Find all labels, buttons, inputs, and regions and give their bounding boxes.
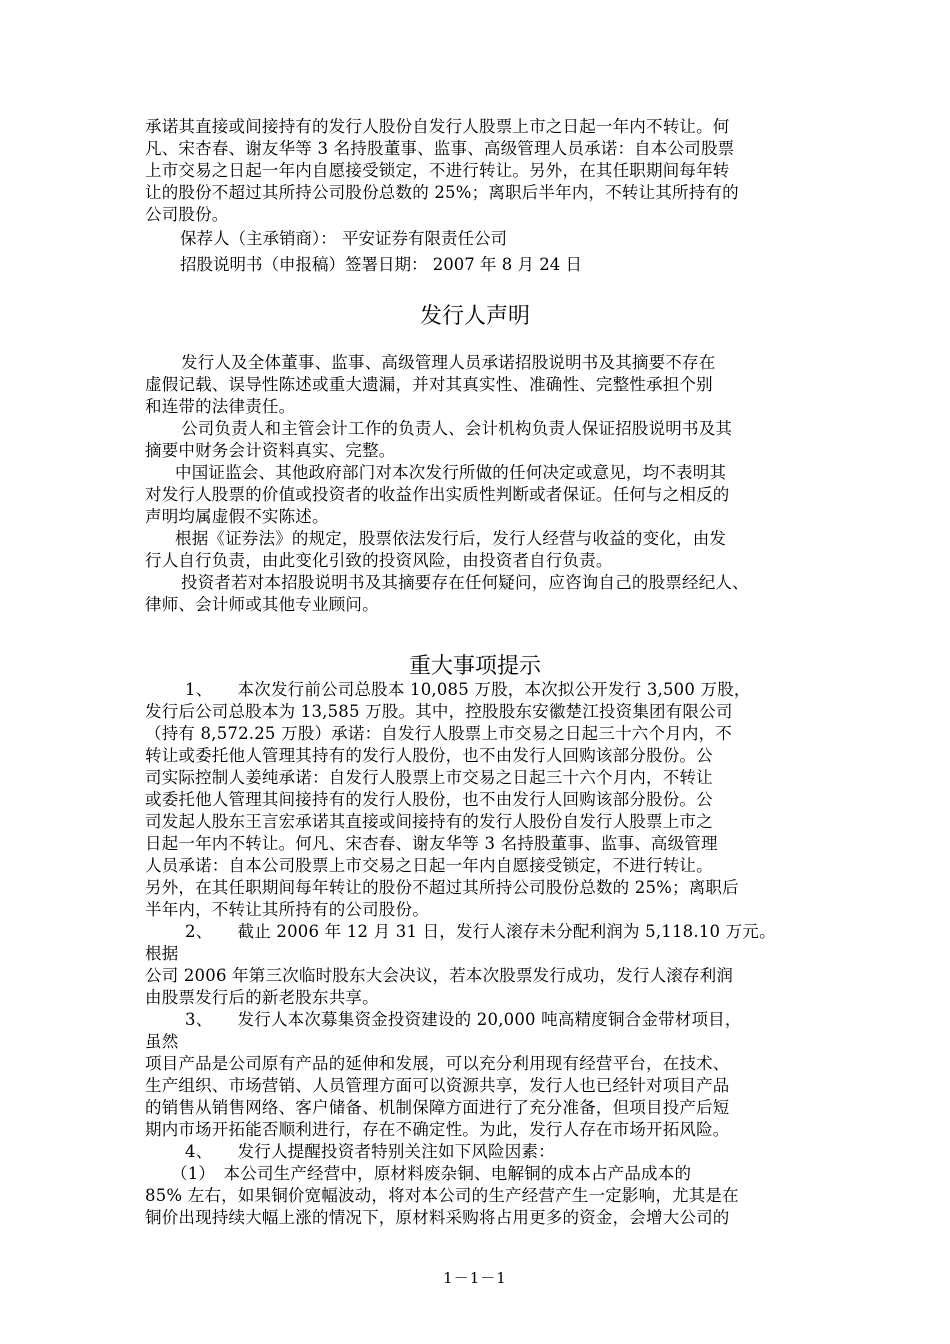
text-line: 3、 发行人本次募集资金投资建设的 20,000 吨高精度铜合金带材项目， xyxy=(185,1010,742,1029)
sponsor-label: 保荐人（主承销商）： xyxy=(180,229,337,248)
text-line: 半年内，不转让其所持有的公司股份。 xyxy=(145,900,429,919)
text-line: 承诺其直接或间接持有的发行人股份自发行人股票上市之日起一年内不转让。何 xyxy=(145,117,730,136)
text-line: 声明均属虚假不实陈述。 xyxy=(145,507,329,526)
text-line: 项目产品是公司原有产品的延伸和发展，可以充分利用现有经营平台，在技术、 xyxy=(145,1054,730,1073)
text-line: 由股票发行后的新老股东共享。 xyxy=(145,988,379,1007)
text-line: 让的股份不超过其所持公司股份总数的 25%；离职后半年内，不转让其所持有的 xyxy=(145,183,739,202)
text-line: 公司负责人和主管会计工作的负责人、会计机构负责人保证招股说明书及其 xyxy=(181,419,733,438)
text-line: 人员承诺：自本公司股票上市交易之日起一年内自愿接受锁定，不进行转让。 xyxy=(145,856,713,875)
text-line: 另外，在其任职期间每年转让的股份不超过其所持公司股份总数的 25%；离职后 xyxy=(145,878,739,897)
major-items-title: 重大事项提示 xyxy=(408,654,541,679)
text-line: 生产组织、市场营销、人员管理方面可以资源共享，发行人也已经针对项目产品 xyxy=(145,1076,730,1095)
text-line: 上市交易之日起一年内自愿接受锁定，不进行转让。另外，在其任职期间每年转 xyxy=(145,161,730,180)
text-line: 根据《证券法》的规定，股票依法发行后，发行人经营与收益的变化，由发 xyxy=(175,529,727,548)
text-line: 公司股份。 xyxy=(145,205,229,224)
text-line: 行人自行负责，由此变化引致的投资风险，由投资者自行负责。 xyxy=(145,551,613,570)
text-line: 公司 2006 年第三次临时股东大会决议，若本次股票发行成功，发行人滚存利润 xyxy=(145,966,734,985)
text-line: 期内市场开拓能否顺利进行，存在不确定性。为此，发行人存在市场开拓风险。 xyxy=(145,1120,730,1139)
text-line: 的销售从销售网络、客户储备、机制保障方面进行了充分准备，但项目投产后短 xyxy=(145,1098,730,1117)
text-line: （1） 本公司生产经营中，原材料废杂铜、电解铜的成本占产品成本的 xyxy=(171,1164,692,1183)
signing-date-label: 招股说明书（申报稿）签署日期： xyxy=(180,255,428,274)
text-line: （持有 8,572.25 万股）承诺：自发行人股票上市交易之日起三十六个月内，不 xyxy=(145,724,732,743)
text-line: 投资者若对本招股说明书及其摘要存在任何疑问，应咨询自己的股票经纪人、 xyxy=(181,573,749,592)
text-line: 发行人及全体董事、监事、高级管理人员承诺招股说明书及其摘要不存在 xyxy=(181,353,716,372)
text-line: 中国证监会、其他政府部门对本次发行所做的任何决定或意见，均不表明其 xyxy=(175,463,727,482)
text-line: 2、 截止 2006 年 12 月 31 日，发行人滚存未分配利润为 5,118.10 万元。 xyxy=(185,922,776,941)
text-line: 司实际控制人姜纯承诺：自发行人股票上市交易之日起三十六个月内，不转让 xyxy=(145,768,713,787)
declaration-title: 发行人声明 xyxy=(419,304,530,329)
text-line: 或委托他人管理其间接持有的发行人股份，也不由发行人回购该部分股份。公 xyxy=(145,790,713,809)
text-line: 对发行人股票的价值或投资者的收益作出实质性判断或者保证。任何与之相反的 xyxy=(145,485,730,504)
text-line: 根据 xyxy=(145,944,179,963)
text-line: 和连带的法律责任。 xyxy=(145,397,296,416)
sponsor-value: 平安证券有限责任公司 xyxy=(342,229,507,248)
major-items-paragraphs xyxy=(145,679,825,1229)
intro-paragraph xyxy=(145,116,825,226)
text-line: 85% 左右，如果铜价宽幅波动，将对本公司的生产经营产生一定影响，尤其是在 xyxy=(145,1186,739,1205)
text-line: 凡、宋杏春、谢友华等 3 名持股董事、监事、高级管理人员承诺：自本公司股票 xyxy=(145,139,735,158)
text-line: 司发起人股东王言宏承诺其直接或间接持有的发行人股份自发行人股票上市之 xyxy=(145,812,713,831)
signing-date-line xyxy=(180,252,582,278)
sponsor-line xyxy=(180,226,507,252)
text-line: 虽然 xyxy=(145,1032,179,1051)
page-number: 1－1－1 xyxy=(443,1269,507,1287)
text-line: 4、 发行人提醒投资者特别关注如下风险因素： xyxy=(185,1142,555,1161)
text-line: 日起一年内不转让。何凡、宋杏春、谢友华等 3 名持股董事、监事、高级管理 xyxy=(145,834,718,853)
text-line: 虚假记载、误导性陈述或重大遗漏，并对其真实性、准确性、完整性承担个别 xyxy=(145,375,713,394)
text-line: 发行后公司总股本为 13,585 万股。其中，控股股东安徽楚江投资集团有限公司 xyxy=(145,702,733,721)
text-line: 律师、会计师或其他专业顾问。 xyxy=(145,595,379,614)
text-line: 1、 本次发行前公司总股本 10,085 万股，本次拟公开发行 3,500 万股， xyxy=(185,680,751,699)
text-line: 摘要中财务会计资料真实、完整。 xyxy=(145,441,396,460)
declaration-paragraphs xyxy=(145,352,825,616)
signing-date-value: 2007 年 8 月 24 日 xyxy=(432,255,582,274)
text-line: 铜价出现持续大幅上涨的情况下，原材料采购将占用更多的资金，会增大公司的 xyxy=(145,1208,730,1227)
text-line: 转让或委托他人管理其持有的发行人股份，也不由发行人回购该部分股份。公 xyxy=(145,746,713,765)
